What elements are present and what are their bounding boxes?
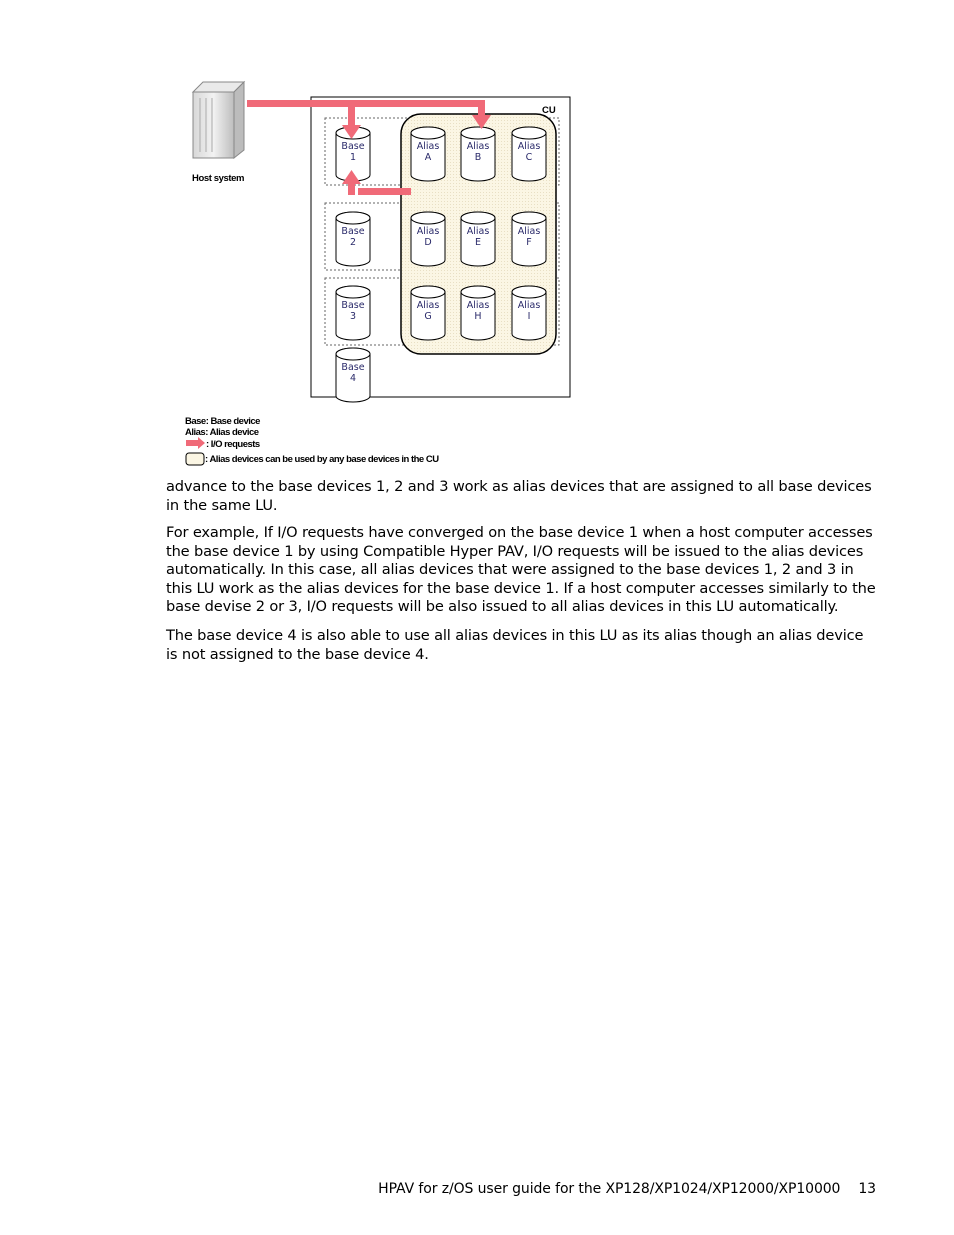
base-device-4	[336, 348, 370, 402]
legend-arrow-icon	[186, 437, 205, 449]
alias-device-h-label-2: H	[474, 311, 482, 322]
alias-device-a-label-1: Alias	[416, 141, 440, 152]
legend-io: : I/O requests	[206, 439, 260, 450]
alias-device-d	[411, 212, 445, 266]
alias-device-f	[512, 212, 546, 266]
alias-device-d-label-1: Alias	[416, 226, 440, 237]
io-arrow-host-line	[247, 100, 485, 107]
host-system-label: Host system	[192, 173, 245, 184]
legend-base: Base: Base device	[185, 416, 260, 427]
alias-device-a-label-2: A	[424, 152, 432, 163]
alias-device-g-label-1: Alias	[416, 300, 440, 311]
base-device-2-label-2: 2	[349, 237, 357, 248]
alias-device-e-label-2: E	[474, 237, 482, 248]
cu-label: CU	[542, 105, 556, 116]
paragraph-3: The base device 4 is also able to use all alias devices in this LU as its alias though an alias device is not assigned to the base device 4.	[166, 627, 864, 663]
paragraph-2: For example, If I/O requests have converged on the base device 1 when a host computer accesses the base device 1 by using Compatible Hyper PAV, I/O requests will be issued to the alias devices automatically. In this case, all alias devices that were assigned to the base devices 1, 2 and 3 in this LU work as the alias devices for the base device 1. If a host computer accesses similarly to the base devise 2 or 3, I/O requests will be also issued to all alias devices in this LU automatically.	[166, 524, 876, 616]
base-device-3-label-2: 3	[349, 311, 357, 322]
alias-device-g-label-2: G	[424, 311, 432, 322]
alias-device-i-label-2: I	[527, 311, 531, 322]
alias-device-e	[461, 212, 495, 266]
alias-device-e-label-1: Alias	[466, 226, 490, 237]
alias-device-c-label-1: Alias	[517, 141, 541, 152]
alias-device-i-label-1: Alias	[517, 300, 541, 311]
alias-device-f-label-2: F	[526, 237, 532, 248]
alias-device-b-label-1: Alias	[466, 141, 490, 152]
paragraph-1: advance to the base devices 1, 2 and 3 work as alias devices that are assigned to all base devices in the same LU.	[166, 478, 872, 514]
base-device-4-label-1: Base	[341, 362, 365, 373]
alias-device-b	[461, 127, 495, 181]
hpav-diagram	[0, 0, 954, 470]
base-device-1-label-1: Base	[341, 141, 365, 152]
base-device-3-label-1: Base	[341, 300, 365, 311]
base-device-2-label-1: Base	[341, 226, 365, 237]
alias-device-c	[512, 127, 546, 181]
base-device-2	[336, 212, 370, 266]
alias-device-c-label-2: C	[525, 152, 533, 163]
alias-device-d-label-2: D	[424, 237, 432, 248]
io-arrow-to-base1-shaft	[348, 100, 355, 127]
alias-device-b-label-2: B	[474, 152, 482, 163]
legend	[185, 416, 439, 465]
base-device-4-label-2: 4	[349, 373, 357, 384]
legend-group: : Alias devices can be used by any base devices in the CU	[205, 454, 439, 465]
alias-device-a	[411, 127, 445, 181]
base-device-3	[336, 286, 370, 340]
io-arrow-return-line	[358, 188, 411, 195]
footer-title: HPAV for z/OS user guide for the XP128/XP1024/XP12000/XP10000	[378, 1181, 841, 1197]
legend-group-icon	[186, 453, 204, 465]
base-device-1-label-2: 1	[349, 152, 357, 163]
alias-device-g	[411, 286, 445, 340]
alias-device-i	[512, 286, 546, 340]
page-number: 13	[858, 1181, 876, 1197]
io-arrow-to-aliasB-shaft	[478, 100, 485, 117]
legend-alias: Alias: Alias device	[185, 427, 259, 438]
host-system-icon	[193, 82, 244, 158]
page-footer	[378, 1181, 876, 1197]
alias-device-h-label-1: Alias	[466, 300, 490, 311]
alias-device-f-label-1: Alias	[517, 226, 541, 237]
alias-device-h	[461, 286, 495, 340]
